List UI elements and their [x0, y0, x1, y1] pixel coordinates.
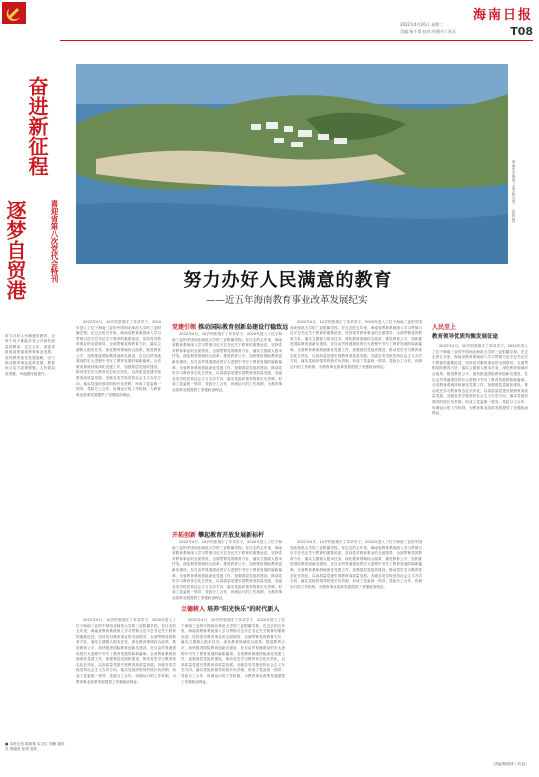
- article-paragraph: 2022年4月，10岁的张翔宇了莘莘学子，2020年进入了位于海南三亚的中国西北师范大学的三亚附属学校。在过去的五年里，海南省教育系统深入学习贯彻习近平总书记关于教育的重要论述，坚持党对教育事业的全面领导，全面贯彻党的教育方针，落实立德树人根本任务，深化教育领域综合改革，推进教育公平，加快推进国际教育创新岛建设，在自由贸易港建设的宏大进程中书写了教育发展的崭新篇章。全省教育系统持续深化党建工作，加强基层党组织建设，推动党史学习教育常态化长效化，以高质量党建引领教育高质量发展。各级各类学校坚持社会主义办学方向，落实党组织领导的校长负责制，形成了党委统一领导、党政分工合作、协调运行的工作机制，为教育事业改革发展提供了坚强政治保证。: [181, 618, 285, 684]
- section-heading-1-lead: 党建引领: [172, 324, 197, 331]
- title-line-2: 逐梦自贸港: [3, 200, 27, 300]
- section-heading-2-rest: 攀起教育开放发展新标杆: [198, 532, 265, 539]
- right-section-lead: 人民至上: [432, 324, 457, 331]
- right-section-rest: 教育领导优质均衡发展征途: [432, 334, 499, 340]
- masthead: 海南日报: [472, 8, 533, 23]
- dateline: 2022年4月26日 星期二: [400, 22, 444, 27]
- article-paragraph: 2022年4月，10岁的张翔宇了莘莘学子，2020年进入了位于海南三亚的中国西北师范大学的三亚附属学校。在过去的五年里，海南省教育系统深入学习贯彻习近平总书记关于教育的重要论述，坚持党对教育事业的全面领导，全面贯彻党的教育方针，落实立德树人根本任务，深化教育领域综合改革，推进教育公平，加快推进国际教育创新岛建设，在自由贸易港建设的宏大进程中书写了教育发展的崭新篇章。全省教育系统持续深化党建工作，加强基层党组织建设，推动党史学习教育常态化长效化，以高质量党建引领教育高质量发展。各级各类学校坚持社会主义办学方向，落实党组织领导的校长负责制，形成了党委统一领导、党政分工合作、协调运行的工作机制，为教育事业改革发展提供了坚强政治保证。: [172, 332, 282, 392]
- section-heading-3-rest: 培养"阳光快乐"的时代新人: [207, 606, 280, 613]
- article-paragraph: 2022年4月，10岁的张翔宇了莘莘学子，2020年进入了位于海南三亚的中国西北师范大学的三亚附属学校。在过去的五年里，海南省教育系统深入学习贯彻习近平总书记关于教育的重要论述，坚持党对教育事业的全面领导，全面贯彻党的教育方针，落实立德树人根本任务，深化教育领域综合改革，推进教育公平，加快推进国际教育创新岛建设，在自由贸易港建设的宏大进程中书写了教育发展的崭新篇章。全省教育系统持续深化党建工作，加强基层党组织建设，推动党史学习教育常态化长效化，以高质量党建引领教育高质量发展。各级各类学校坚持社会主义办学方向，落实党组织领导的校长负责制，形成了党委统一领导、党政分工合作、协调运行的工作机制，为教育事业改革发展提供了坚强政治保证。: [172, 540, 282, 600]
- editors-line: 美编:杨千琪 校对:叶健丹 / 张武: [400, 29, 456, 34]
- main-headline: 努力办好人民满意的教育: [183, 270, 393, 291]
- article-column-8: [181, 618, 285, 758]
- end-note: （责编/陈蔚林 / 刘 赵）: [490, 762, 529, 766]
- article-paragraph: 2022年4月，10岁的张翔宇了莘莘学子，2020年进入了位于海南三亚的中国西北师范大学的三亚附属学校。在过去的五年里，海南省教育系统深入学习贯彻习近平总书记关于教育的重要论述，坚持党对教育事业的全面领导，全面贯彻党的教育方针，落实立德树人根本任务，深化教育领域综合改革，推进教育公平，加快推进国际教育创新岛建设，在自由贸易港建设的宏大进程中书写了教育发展的崭新篇章。全省教育系统持续深化党建工作，加强基层党组织建设，推动党史学习教育常态化长效化，以高质量党建引领教育高质量发展。各级各类学校坚持社会主义办学方向，落实党组织领导的校长负责制，形成了党委统一领导、党政分工合作、协调运行的工作机制，为教育事业改革发展提供了坚强政治保证。: [76, 618, 176, 684]
- byline: ■ 本报记者 陈蔚林 实习生 刘楠 通讯员 郑晓凤 张勇 曾欣: [5, 742, 65, 752]
- section-heading-3: [181, 604, 279, 613]
- section-heading-2-lead: 开拓创新: [172, 532, 197, 539]
- article-column-7: [76, 618, 176, 758]
- campus-aerial-photo: [76, 64, 508, 264]
- article-column-6: [290, 540, 422, 760]
- side-intro-text: 努力办好人民满意的教育，让每个孩子都能享有公平而有质量的教育。过去五年，省委省政府高度重视教育事业发展，坚持教育优先发展战略，全力推动教育事业改革发展，教育综合实力显著增强，人民群众获得感、幸福感持续提升。: [5, 334, 55, 376]
- section-heading-3-lead: 立德树人: [181, 606, 206, 613]
- photo-caption: 海南中学海南三亚学校全景。（资料图）: [512, 160, 516, 225]
- party-emblem-icon: [2, 2, 26, 24]
- article-column-4: [432, 344, 528, 754]
- special-issue-subtitle: 喜迎省第八次党代会特刊: [50, 200, 59, 283]
- section-heading-1: [172, 322, 288, 331]
- header-rule: [60, 40, 533, 41]
- article-paragraph: 2022年4月，10岁的张翔宇了莘莘学子，2020年进入了位于海南三亚的中国西北师范大学的三亚附属学校。在过去的五年里，海南省教育系统深入学习贯彻习近平总书记关于教育的重要论述，坚持党对教育事业的全面领导，全面贯彻党的教育方针，落实立德树人根本任务，深化教育领域综合改革，推进教育公平，加快推进国际教育创新岛建设，在自由贸易港建设的宏大进程中书写了教育发展的崭新篇章。全省教育系统持续深化党建工作，加强基层党组织建设，推动党史学习教育常态化长效化，以高质量党建引领教育高质量发展。各级各类学校坚持社会主义办学方向，落实党组织领导的校长负责制，形成了党委统一领导、党政分工合作、协调运行的工作机制，为教育事业改革发展提供了坚强政治保证。: [290, 540, 422, 589]
- article-paragraph: 2022年4月，10岁的张翔宇了莘莘学子，2020年进入了位于海南三亚的中国西北师范大学的三亚附属学校。在过去的五年里，海南省教育系统深入学习贯彻习近平总书记关于教育的重要论述，坚持党对教育事业的全面领导，全面贯彻党的教育方针，落实立德树人根本任务，深化教育领域综合改革，推进教育公平，加快推进国际教育创新岛建设，在自由贸易港建设的宏大进程中书写了教育发展的崭新篇章。全省教育系统持续深化党建工作，加强基层党组织建设，推动党史学习教育常态化长效化，以高质量党建引领教育高质量发展。各级各类学校坚持社会主义办学方向，落实党组织领导的校长负责制，形成了党委统一领导、党政分工合作、协调运行的工作机制，为教育事业改革发展提供了坚强政治保证。: [290, 320, 422, 369]
- article-column-5: [172, 540, 282, 600]
- section-heading-1-rest: 推动国际教育创新岛建设行稳致远: [198, 324, 289, 331]
- article-paragraph: 2022年4月，10岁的张翔宇了莘莘学子，2020年进入了位于海南三亚的中国西北师范大学的三亚附属学校。在过去的五年里，海南省教育系统深入学习贯彻习近平总书记关于教育的重要论述，坚持党对教育事业的全面领导，全面贯彻党的教育方针，落实立德树人根本任务，深化教育领域综合改革，推进教育公平，加快推进国际教育创新岛建设，在自由贸易港建设的宏大进程中书写了教育发展的崭新篇章。全省教育系统持续深化党建工作，加强基层党组织建设，推动党史学习教育常态化长效化，以高质量党建引领教育高质量发展。各级各类学校坚持社会主义办学方向，落实党组织领导的校长负责制，形成了党委统一领导、党政分工合作、协调运行的工作机制，为教育事业改革发展提供了坚强政治保证。: [432, 344, 528, 416]
- title-line-1: 奋进新征程: [25, 76, 49, 176]
- section-heading-2: [172, 530, 264, 539]
- sub-headline: ——近五年海南教育事业改革发展纪实: [206, 295, 368, 306]
- edition-number: T08: [510, 25, 533, 38]
- article-paragraph: 2022年4月，10岁的张翔宇了莘莘学子，2020年进入了位于海南三亚的中国西北师范大学的三亚附属学校。在过去的五年里，海南省教育系统深入学习贯彻习近平总书记关于教育的重要论述，坚持党对教育事业的全面领导，全面贯彻党的教育方针，落实立德树人根本任务，深化教育领域综合改革，推进教育公平，加快推进国际教育创新岛建设，在自由贸易港建设的宏大进程中书写了教育发展的崭新篇章。全省教育系统持续深化党建工作，加强基层党组织建设，推动党史学习教育常态化长效化，以高质量党建引领教育高质量发展。各级各类学校坚持社会主义办学方向，落实党组织领导的校长负责制，形成了党委统一领导、党政分工合作、协调运行的工作机制，为教育事业改革发展提供了坚强政治保证。: [76, 320, 161, 397]
- article-column-3: [290, 320, 422, 527]
- article-column-2: [172, 332, 282, 527]
